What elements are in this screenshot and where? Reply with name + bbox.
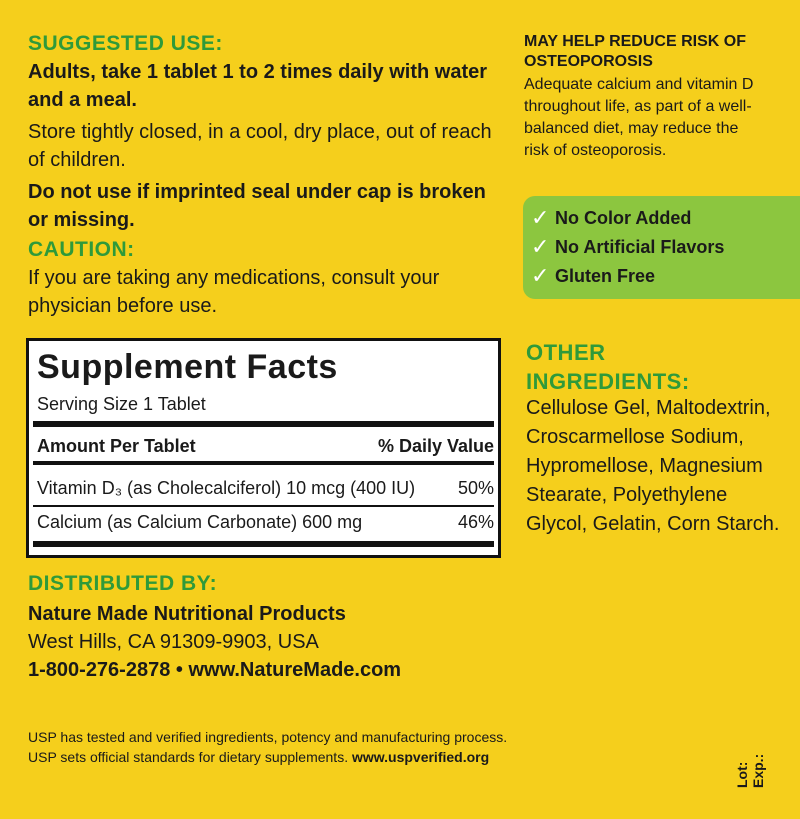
other-ingredients-text: Cellulose Gel, Maltodextrin, Croscarmellose Sodium, Hypromellose, Magnesium Stearate, Polyethylene Glycol, Gelatin, Corn Starch. xyxy=(526,397,780,535)
facts-bottom-rule xyxy=(33,541,494,547)
other-ingredients-heading: OTHER INGREDIENTS: xyxy=(526,340,690,394)
exp-label: Exp.: xyxy=(750,753,766,788)
osteoporosis-heading: MAY HELP REDUCE RISK OF OSTEOPOROSIS xyxy=(524,33,746,70)
amount-per-tablet-header: Amount Per Tablet xyxy=(37,436,196,456)
suggested-use-heading: SUGGESTED USE: xyxy=(28,32,223,55)
daily-value-header: % Daily Value xyxy=(377,436,494,456)
facts-row-name: Calcium (as Calcium Carbonate) 600 mg xyxy=(37,512,363,532)
claim-item xyxy=(531,262,655,290)
usp-statement: USP has tested and verified ingredients, potency and manufacturing process. xyxy=(28,729,508,745)
lot-label: Lot: xyxy=(734,761,750,788)
usp-standards xyxy=(28,747,489,767)
facts-thick-rule xyxy=(33,421,494,427)
facts-row-dv: 50% xyxy=(457,478,494,498)
storage-text: Store tightly closed, in a cool, dry place, out of reach of children. xyxy=(28,121,492,171)
usp-link: www.uspverified.org xyxy=(351,749,490,765)
supplement-facts-panel xyxy=(26,338,501,558)
claim-label: No Color Added xyxy=(555,207,692,228)
claim-item xyxy=(531,233,724,261)
claims-badge xyxy=(523,196,800,299)
checkmark-icon: ✓ xyxy=(531,205,550,231)
distributor-contact: 1-800-276-2878 • www.NatureMade.com xyxy=(28,659,402,681)
claim-label: Gluten Free xyxy=(555,265,656,286)
distributor-name: Nature Made Nutritional Products xyxy=(28,603,346,625)
facts-row-dv: 46% xyxy=(457,512,494,532)
seal-warning-text: Do not use if imprinted seal under cap is broken or missing. xyxy=(28,181,486,231)
checkmark-icon: ✓ xyxy=(531,234,550,260)
facts-row-divider xyxy=(33,505,494,507)
facts-header-rule xyxy=(33,461,494,465)
facts-row-name: Vitamin D₃ (as Cholecalciferol) 10 mcg (400 IU) xyxy=(37,478,416,498)
osteoporosis-text: Adequate calcium and vitamin D throughout life, as part of a well-balanced diet, may reduce the risk of osteoporosis. xyxy=(524,76,754,159)
caution-heading: CAUTION: xyxy=(28,238,135,261)
checkmark-icon: ✓ xyxy=(531,263,550,289)
caution-text: If you are taking any medications, consult your physician before use. xyxy=(28,267,440,317)
distributed-by-heading: DISTRIBUTED BY: xyxy=(28,572,218,595)
suggested-use-text: Adults, take 1 tablet 1 to 2 times daily with water and a meal. xyxy=(28,61,488,111)
claim-label: No Artificial Flavors xyxy=(555,236,725,257)
serving-size: Serving Size 1 Tablet xyxy=(37,394,206,414)
claim-item xyxy=(531,204,691,232)
supplement-facts-title: Supplement Facts xyxy=(37,348,338,386)
distributor-address: West Hills, CA 91309-9903, USA xyxy=(28,631,319,653)
usp-standards-text: USP sets official standards for dietary supplements. xyxy=(28,749,352,765)
lot-exp-label xyxy=(734,708,766,788)
